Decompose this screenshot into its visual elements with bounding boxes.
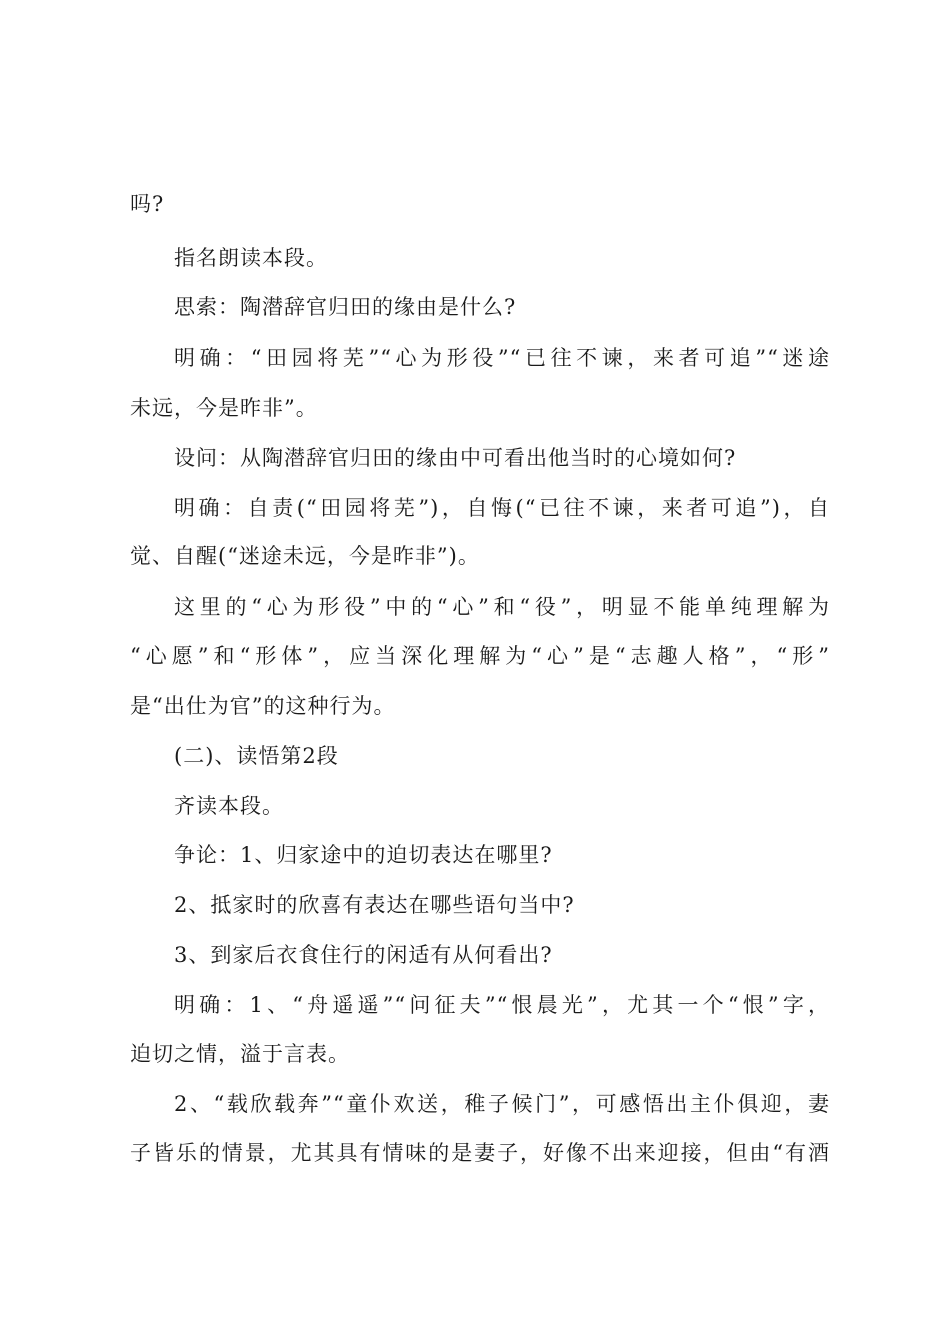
text-line-discussion: 2、抵家时的欣喜有表达在哪些语句当中? [174,893,575,917]
text-line-discussion: 3、到家后衣食住行的闲适有从何看出? [174,943,553,967]
text-line-answer-continued: 觉、自醒(“迷途未远，今是昨非”)。 [130,544,480,568]
text-line-answer-continued: 迫切之情，溢于言表。 [130,1042,350,1066]
text-line-explanation-continued: “心愿”和“形体”，应当深化理解为“心”是“志趣人格”，“形” [130,644,830,668]
section-heading: (二)、读悟第2段 [174,744,339,768]
text-line-answer: 2、“载欣载奔”“童仆欢送，稚子候门”，可感悟出主仆俱迎，妻 [174,1092,830,1116]
text-line-answer: 明确：“田园将芜”“心为形役”“已往不谏，来者可追”“迷途 [174,346,830,370]
text-line-question: 思索：陶潜辞官归田的缘由是什么? [174,295,517,319]
text-line-answer-continued: 未远，今是昨非”。 [130,396,318,420]
text-line-question: 设问：从陶潜辞官归田的缘由中可看出他当时的心境如何? [174,446,737,470]
text-line-explanation: 这里的“心为形役”中的“心”和“役”，明显不能单纯理解为 [174,595,830,619]
text-line-continuation: 吗? [130,192,165,216]
text-line-discussion: 争论：1、归家途中的迫切表达在哪里? [174,843,553,867]
text-line-answer: 明确：自责(“田园将芜”)，自悔(“已往不谏，来者可追”)，自 [174,496,830,520]
text-line-instruction: 齐读本段。 [174,794,284,818]
text-line-instruction: 指名朗读本段。 [174,246,328,270]
text-line-answer-continued: 子皆乐的情景，尤其具有情味的是妻子，好像不出来迎接，但由“有酒 [130,1141,830,1165]
text-line-explanation-continued: 是“出仕为官”的这种行为。 [130,694,396,718]
text-line-answer: 明确：1、“舟遥遥”“问征夫”“恨晨光”，尤其一个“恨”字， [174,993,830,1017]
